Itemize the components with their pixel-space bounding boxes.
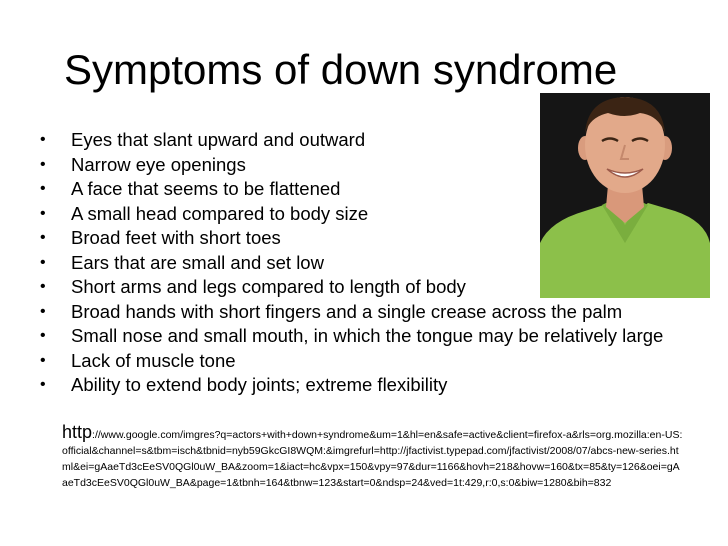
list-item-text: Ability to extend body joints; extreme flexibility xyxy=(71,374,448,395)
list-item xyxy=(40,251,690,276)
bullet-icon: • xyxy=(40,229,46,246)
list-item xyxy=(40,275,690,300)
list-item-text: Small nose and small mouth, in which the tongue may be relatively large xyxy=(71,325,664,346)
list-item xyxy=(40,324,690,349)
list-item-text: Narrow eye openings xyxy=(71,153,246,175)
bullet-icon: • xyxy=(40,278,46,295)
bullet-icon: • xyxy=(40,204,46,222)
bullet-icon: • xyxy=(40,180,46,197)
bullet-icon: • xyxy=(40,155,46,173)
list-item-text: Ears that are small and set low xyxy=(71,251,324,273)
source-url-protocol: http xyxy=(62,422,93,442)
list-item xyxy=(40,153,690,178)
bullet-icon: • xyxy=(40,351,46,369)
list-item xyxy=(40,349,690,374)
list-item-text: Lack of muscle tone xyxy=(71,349,236,371)
symptom-list xyxy=(40,128,690,398)
list-item xyxy=(40,202,690,227)
list-item xyxy=(40,177,690,202)
bullet-icon: • xyxy=(40,253,46,271)
list-item xyxy=(40,128,690,153)
list-item-text: A face that seems to be flattened xyxy=(71,178,341,199)
slide-title: Symptoms of down syndrome xyxy=(64,46,618,93)
list-item-text: A small head compared to body size xyxy=(71,202,369,224)
list-item xyxy=(40,226,690,251)
bullet-icon: • xyxy=(40,302,46,320)
bullet-icon: • xyxy=(40,376,46,393)
list-item xyxy=(40,373,690,398)
list-item-text: Broad hands with short fingers and a single crease across the palm xyxy=(71,300,623,322)
source-url-path: ://www.google.com/imgres?q=actors+with+down+syndrome&um=1&hl=en&safe=active&client=firefox-a&rls=org.mozilla:en-US:official&channel=s&tbm=isch&tbnid=nyb59GkcGI8WQM:&imgrefurl=http://jfactivist.typepad.com/jfactivist/2008/07/abcs-new-series.html&ei=gAaeTd3cEeSV0QGl0uW_BA&zoom=1&iact=hc&vpx=150&vpy=97&dur=1166&hovh=218&hovw=160&tx=85&ty=126&oei=gAaeTd3cEeSV0QGl0uW_BA&page=1&tbnh=164&tbnw=123&start=0&ndsp=24&ved=1t:429,r:0,s:0&biw=1280&bih=832 xyxy=(62,429,683,489)
bullet-icon: • xyxy=(40,327,46,344)
list-item-text: Eyes that slant upward and outward xyxy=(71,129,366,150)
list-item xyxy=(40,300,690,325)
list-item-text: Broad feet with short toes xyxy=(71,227,281,248)
source-url xyxy=(62,424,684,491)
bullet-icon: • xyxy=(40,131,46,148)
list-item-text: Short arms and legs compared to length of body xyxy=(71,276,466,297)
